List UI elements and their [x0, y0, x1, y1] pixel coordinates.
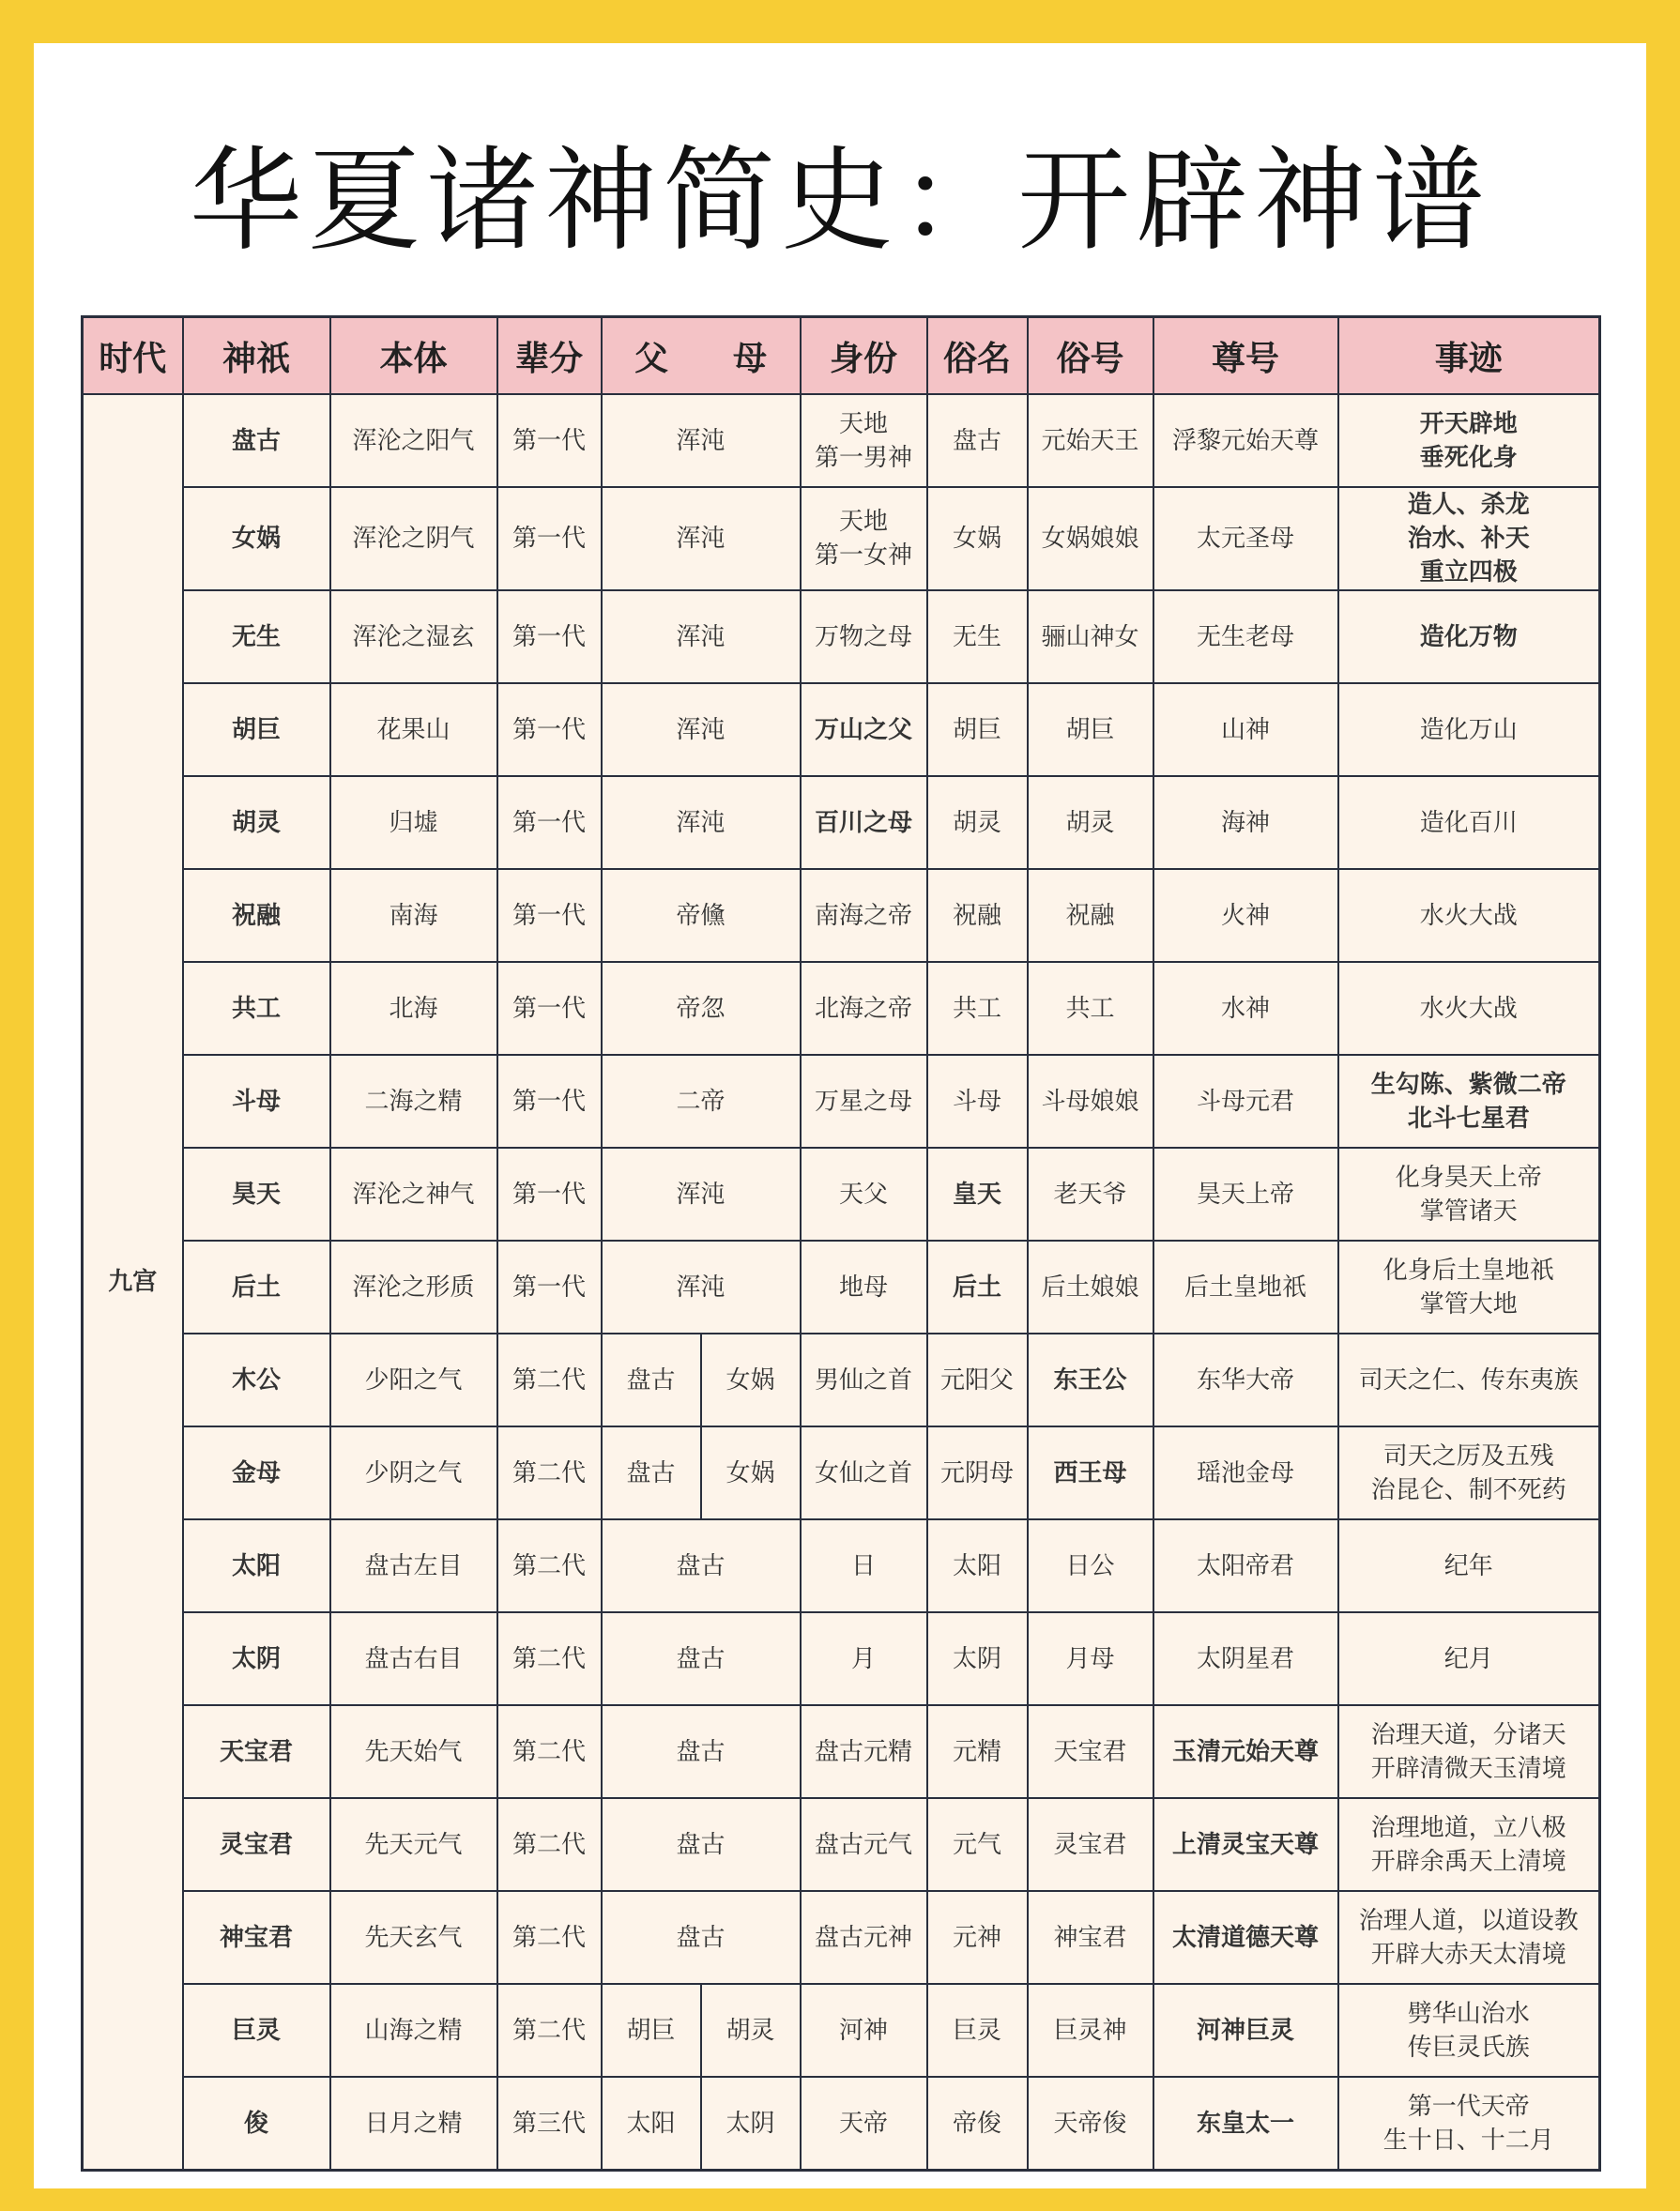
body-cell: 浑沦之阳气	[330, 394, 497, 487]
generation-cell: 第二代	[497, 1612, 602, 1705]
common-title-cell: 斗母娘娘	[1028, 1055, 1153, 1148]
mother-cell: 女娲	[701, 1334, 801, 1426]
table-row	[83, 1612, 1600, 1705]
honorific-cell: 太元圣母	[1153, 487, 1338, 590]
body-cell: 北海	[330, 962, 497, 1055]
honorific-cell: 无生老母	[1153, 590, 1338, 683]
deeds-cell: 治理地道，立八极 开辟余禹天上清境	[1338, 1798, 1600, 1891]
deeds-cell: 纪月	[1338, 1612, 1600, 1705]
table-row	[83, 487, 1600, 590]
honorific-cell: 火神	[1153, 869, 1338, 962]
body-cell: 山海之精	[330, 1984, 497, 2077]
table-row	[83, 1519, 1600, 1612]
deeds-cell: 纪年	[1338, 1519, 1600, 1612]
deeds-cell: 治理人道，以道设教 开辟大赤天太清境	[1338, 1891, 1600, 1984]
deity-name-cell: 灵宝君	[183, 1798, 330, 1891]
identity-cell: 地母	[801, 1241, 927, 1334]
deity-name-cell: 后土	[183, 1241, 330, 1334]
deeds-cell: 治理天道，分诸天 开辟清微天玉清境	[1338, 1705, 1600, 1798]
body-cell: 归墟	[330, 776, 497, 869]
parents-cell: 盘古	[602, 1519, 801, 1612]
deity-name-cell: 昊天	[183, 1148, 330, 1241]
body-cell: 二海之精	[330, 1055, 497, 1148]
father-cell: 盘古	[602, 1334, 701, 1426]
common-name-cell: 后土	[927, 1241, 1028, 1334]
parents-cell: 浑沌	[602, 776, 801, 869]
parents-cell: 浑沌	[602, 1148, 801, 1241]
table-row	[83, 683, 1600, 776]
deeds-cell: 化身后土皇地祇 掌管大地	[1338, 1241, 1600, 1334]
deeds-cell: 造人、杀龙 治水、补天 重立四极	[1338, 487, 1600, 590]
col-header-deeds: 事迹	[1338, 317, 1600, 395]
parents-cell: 盘古	[602, 1612, 801, 1705]
generation-cell: 第一代	[497, 487, 602, 590]
honorific-cell: 太清道德天尊	[1153, 1891, 1338, 1984]
identity-cell: 天父	[801, 1148, 927, 1241]
honorific-cell: 东皇太一	[1153, 2077, 1338, 2171]
common-name-cell: 盘古	[927, 394, 1028, 487]
common-name-cell: 斗母	[927, 1055, 1028, 1148]
col-header-era: 时代	[83, 317, 183, 395]
table-row	[83, 1705, 1600, 1798]
table-row	[83, 394, 1600, 487]
common-title-cell: 共工	[1028, 962, 1153, 1055]
father-cell: 太阳	[602, 2077, 701, 2171]
header-row	[83, 317, 1600, 395]
deity-name-cell: 木公	[183, 1334, 330, 1426]
deeds-cell: 劈华山治水 传巨灵氏族	[1338, 1984, 1600, 2077]
body-cell: 先天始气	[330, 1705, 497, 1798]
common-title-cell: 灵宝君	[1028, 1798, 1153, 1891]
identity-cell: 万星之母	[801, 1055, 927, 1148]
table-row	[83, 590, 1600, 683]
body-cell: 浑沦之阴气	[330, 487, 497, 590]
identity-cell: 盘古元神	[801, 1891, 927, 1984]
honorific-cell: 玉清元始天尊	[1153, 1705, 1338, 1798]
deity-name-cell: 胡灵	[183, 776, 330, 869]
body-cell: 盘古左目	[330, 1519, 497, 1612]
mother-cell: 太阴	[701, 2077, 801, 2171]
deity-name-cell: 共工	[183, 962, 330, 1055]
table-row	[83, 776, 1600, 869]
common-title-cell: 骊山神女	[1028, 590, 1153, 683]
deeds-cell: 化身昊天上帝 掌管诸天	[1338, 1148, 1600, 1241]
common-name-cell: 巨灵	[927, 1984, 1028, 2077]
table-row	[83, 962, 1600, 1055]
identity-cell: 盘古元气	[801, 1798, 927, 1891]
table-row	[83, 1426, 1600, 1519]
table-row	[83, 1798, 1600, 1891]
deity-name-cell: 金母	[183, 1426, 330, 1519]
generation-cell: 第一代	[497, 962, 602, 1055]
common-name-cell: 共工	[927, 962, 1028, 1055]
identity-cell: 百川之母	[801, 776, 927, 869]
generation-cell: 第一代	[497, 394, 602, 487]
body-cell: 浑沦之神气	[330, 1148, 497, 1241]
common-title-cell: 后土娘娘	[1028, 1241, 1153, 1334]
body-cell: 先天元气	[330, 1798, 497, 1891]
father-cell: 盘古	[602, 1426, 701, 1519]
generation-cell: 第二代	[497, 1426, 602, 1519]
common-name-cell: 帝俊	[927, 2077, 1028, 2171]
honorific-cell: 后土皇地祇	[1153, 1241, 1338, 1334]
honorific-cell: 水神	[1153, 962, 1338, 1055]
common-name-cell: 胡灵	[927, 776, 1028, 869]
common-name-cell: 无生	[927, 590, 1028, 683]
col-header-honorific: 尊号	[1153, 317, 1338, 395]
generation-cell: 第二代	[497, 1334, 602, 1426]
deeds-cell: 造化万物	[1338, 590, 1600, 683]
col-header-common-title: 俗号	[1028, 317, 1153, 395]
honorific-cell: 斗母元君	[1153, 1055, 1338, 1148]
table-row	[83, 1148, 1600, 1241]
body-cell: 南海	[330, 869, 497, 962]
honorific-cell: 太阳帝君	[1153, 1519, 1338, 1612]
common-title-cell: 胡巨	[1028, 683, 1153, 776]
table-row	[83, 1334, 1600, 1426]
identity-cell: 月	[801, 1612, 927, 1705]
deeds-cell: 开天辟地 垂死化身	[1338, 394, 1600, 487]
common-title-cell: 日公	[1028, 1519, 1153, 1612]
generation-cell: 第一代	[497, 590, 602, 683]
table-row	[83, 1984, 1600, 2077]
identity-cell: 北海之帝	[801, 962, 927, 1055]
generation-cell: 第一代	[497, 1148, 602, 1241]
honorific-cell: 河神巨灵	[1153, 1984, 1338, 2077]
table-row	[83, 2077, 1600, 2171]
honorific-cell: 东华大帝	[1153, 1334, 1338, 1426]
identity-cell: 河神	[801, 1984, 927, 2077]
common-title-cell: 西王母	[1028, 1426, 1153, 1519]
generation-cell: 第二代	[497, 1519, 602, 1612]
common-name-cell: 皇天	[927, 1148, 1028, 1241]
body-cell: 少阴之气	[330, 1426, 497, 1519]
deity-name-cell: 女娲	[183, 487, 330, 590]
common-title-cell: 天帝俊	[1028, 2077, 1153, 2171]
deity-name-cell: 神宝君	[183, 1891, 330, 1984]
body-cell: 花果山	[330, 683, 497, 776]
parents-cell: 二帝	[602, 1055, 801, 1148]
deity-name-cell: 太阳	[183, 1519, 330, 1612]
generation-cell: 第三代	[497, 2077, 602, 2171]
generation-cell: 第一代	[497, 1055, 602, 1148]
common-name-cell: 元阳父	[927, 1334, 1028, 1426]
col-header-father: 父	[602, 317, 701, 395]
common-name-cell: 元气	[927, 1798, 1028, 1891]
generation-cell: 第二代	[497, 1984, 602, 2077]
col-header-deity: 神祇	[183, 317, 330, 395]
honorific-cell: 海神	[1153, 776, 1338, 869]
page-title: 华夏诸神简史：开辟神谱	[190, 136, 1490, 267]
body-cell: 浑沦之形质	[330, 1241, 497, 1334]
deeds-cell: 生勾陈、紫微二帝 北斗七星君	[1338, 1055, 1600, 1148]
body-cell: 日月之精	[330, 2077, 497, 2171]
common-title-cell: 老天爷	[1028, 1148, 1153, 1241]
honorific-cell: 昊天上帝	[1153, 1148, 1338, 1241]
parents-cell: 浑沌	[602, 394, 801, 487]
generation-cell: 第一代	[497, 869, 602, 962]
common-title-cell: 东王公	[1028, 1334, 1153, 1426]
common-title-cell: 巨灵神	[1028, 1984, 1153, 2077]
body-cell: 少阳之气	[330, 1334, 497, 1426]
identity-cell: 南海之帝	[801, 869, 927, 962]
deeds-cell: 造化万山	[1338, 683, 1600, 776]
identity-cell: 万物之母	[801, 590, 927, 683]
deeds-cell: 司天之厉及五残 治昆仑、制不死药	[1338, 1426, 1600, 1519]
parents-cell: 浑沌	[602, 683, 801, 776]
parents-cell: 浑沌	[602, 1241, 801, 1334]
deity-name-cell: 胡巨	[183, 683, 330, 776]
gods-table	[81, 315, 1601, 2172]
common-name-cell: 太阳	[927, 1519, 1028, 1612]
body-cell: 浑沦之湿玄	[330, 590, 497, 683]
col-header-generation: 辈分	[497, 317, 602, 395]
honorific-cell: 上清灵宝天尊	[1153, 1798, 1338, 1891]
deeds-cell: 第一代天帝 生十日、十二月	[1338, 2077, 1600, 2171]
deeds-cell: 水火大战	[1338, 869, 1600, 962]
deeds-cell: 水火大战	[1338, 962, 1600, 1055]
common-name-cell: 元精	[927, 1705, 1028, 1798]
generation-cell: 第一代	[497, 683, 602, 776]
honorific-cell: 山神	[1153, 683, 1338, 776]
common-name-cell: 女娲	[927, 487, 1028, 590]
common-title-cell: 女娲娘娘	[1028, 487, 1153, 590]
generation-cell: 第二代	[497, 1891, 602, 1984]
deity-name-cell: 俊	[183, 2077, 330, 2171]
identity-cell: 天帝	[801, 2077, 927, 2171]
identity-cell: 男仙之首	[801, 1334, 927, 1426]
parents-cell: 浑沌	[602, 590, 801, 683]
common-name-cell: 元神	[927, 1891, 1028, 1984]
deity-name-cell: 无生	[183, 590, 330, 683]
deity-name-cell: 祝融	[183, 869, 330, 962]
common-title-cell: 元始天王	[1028, 394, 1153, 487]
father-cell: 胡巨	[602, 1984, 701, 2077]
mother-cell: 女娲	[701, 1426, 801, 1519]
mother-cell: 胡灵	[701, 1984, 801, 2077]
honorific-cell: 太阴星君	[1153, 1612, 1338, 1705]
col-header-body: 本体	[330, 317, 497, 395]
common-name-cell: 胡巨	[927, 683, 1028, 776]
common-name-cell: 祝融	[927, 869, 1028, 962]
parents-cell: 盘古	[602, 1705, 801, 1798]
deity-name-cell: 斗母	[183, 1055, 330, 1148]
common-name-cell: 元阴母	[927, 1426, 1028, 1519]
era-cell: 九宫	[83, 394, 183, 2171]
honorific-cell: 浮黎元始天尊	[1153, 394, 1338, 487]
col-header-common-name: 俗名	[927, 317, 1028, 395]
common-title-cell: 神宝君	[1028, 1891, 1153, 1984]
identity-cell: 万山之父	[801, 683, 927, 776]
parents-cell: 盘古	[602, 1798, 801, 1891]
generation-cell: 第二代	[497, 1798, 602, 1891]
generation-cell: 第二代	[497, 1705, 602, 1798]
common-title-cell: 月母	[1028, 1612, 1153, 1705]
parents-cell: 浑沌	[602, 487, 801, 590]
generation-cell: 第一代	[497, 1241, 602, 1334]
body-cell: 先天玄气	[330, 1891, 497, 1984]
deity-name-cell: 盘古	[183, 394, 330, 487]
parents-cell: 盘古	[602, 1891, 801, 1984]
identity-cell: 盘古元精	[801, 1705, 927, 1798]
identity-cell: 女仙之首	[801, 1426, 927, 1519]
honorific-cell: 瑶池金母	[1153, 1426, 1338, 1519]
deity-name-cell: 太阴	[183, 1612, 330, 1705]
identity-cell: 天地 第一女神	[801, 487, 927, 590]
deeds-cell: 造化百川	[1338, 776, 1600, 869]
col-header-mother: 母	[701, 317, 801, 395]
common-title-cell: 祝融	[1028, 869, 1153, 962]
common-name-cell: 太阴	[927, 1612, 1028, 1705]
deity-name-cell: 天宝君	[183, 1705, 330, 1798]
table-row	[83, 869, 1600, 962]
col-header-identity: 身份	[801, 317, 927, 395]
deity-name-cell: 巨灵	[183, 1984, 330, 2077]
body-cell: 盘古右目	[330, 1612, 497, 1705]
parents-cell: 帝儵	[602, 869, 801, 962]
identity-cell: 日	[801, 1519, 927, 1612]
generation-cell: 第一代	[497, 776, 602, 869]
common-title-cell: 天宝君	[1028, 1705, 1153, 1798]
table-row	[83, 1891, 1600, 1984]
identity-cell: 天地 第一男神	[801, 394, 927, 487]
deeds-cell: 司天之仁、传东夷族	[1338, 1334, 1600, 1426]
table-row	[83, 1055, 1600, 1148]
common-title-cell: 胡灵	[1028, 776, 1153, 869]
parents-cell: 帝忽	[602, 962, 801, 1055]
table-row	[83, 1241, 1600, 1334]
